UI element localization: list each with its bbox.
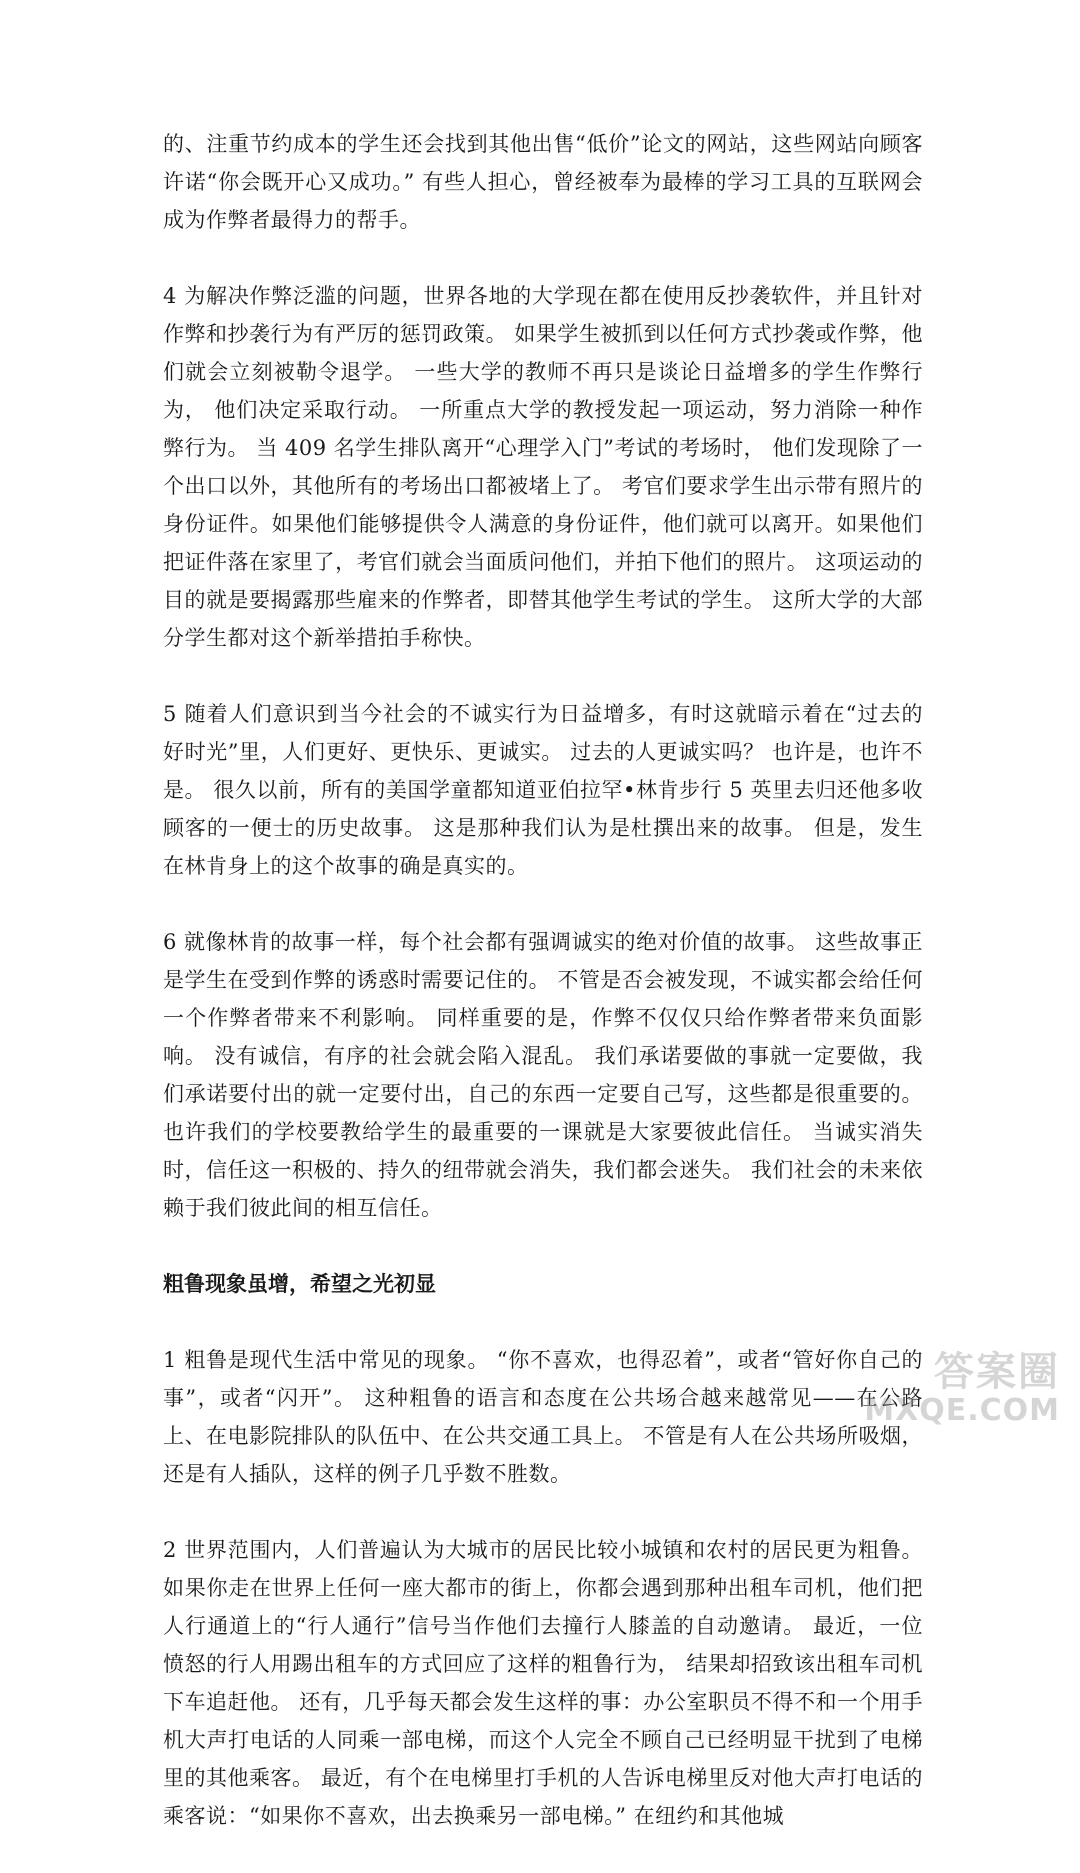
paragraph-continuation: 的、注重节约成本的学生还会找到其他出售“低价”论文的网站，这些网站向顾客许诺“你会既开心又成功。” 有些人担心，曾经被奉为最棒的学习工具的互联网会成为作弊者最得力的帮手。 — [163, 132, 923, 232]
watermark-logo: 答案圈 — [934, 1349, 1060, 1395]
document-page — [163, 125, 923, 1873]
watermark-url: MXQE.COM — [864, 1393, 1060, 1428]
section2-paragraph-2: 2 世界范围内，人们普遍认为大城市的居民比较小城镇和农村的居民更为粗鲁。如果你走在世界上任何一座大都市的街上，你都会遇到那种出租车司机，他们把人行通道上的“行人通行”信号当作他们去撞行人膝盖的自动邀请。 最近，一位愤怒的行人用踢出租车的方式回应了这样的粗鲁行为， 结果却招致该出租车司机下车追赶他。 还有，几乎每天都会发生这样的事：办公室职员不得不和一个用手机大声打电话的人同乘一部电梯，而这个人完全不顾自己已经明显干扰到了电梯里的其他乘客。 最近，有个在电梯里打手机的人告诉电梯里反对他大声打电话的乘客说：“如果你不喜欢，出去换乘另一部电梯。” 在纽约和其他城 — [163, 1538, 923, 1828]
paragraph-4: 4 为解决作弊泛滥的问题，世界各地的大学现在都在使用反抄袭软件，并且针对作弊和抄袭行为有严厉的惩罚政策。 如果学生被抓到以任何方式抄袭或作弊，他们就会立刻被勒令退学。 一些大学的教师不再只是谈论日益增多的学生作弊行为， 他们决定采取行动。 一所重点大学的教授发起一项运动，努力消除一种作弊行为。 当 409 名学生排队离开“心理学入门”考试的考场时， 他们发现除了一个出口以外，其他所有的考场出口都被堵上了。 考官们要求学生出示带有照片的身份证件。如果他们能够提供令人满意的身份证件，他们就可以离开。如果他们把证件落在家里了，考官们就会当面质问他们，并拍下他们的照片。 这项运动的目的就是要揭露那些雇来的作弊者，即替其他学生考试的学生。 这所大学的大部分学生都对这个新举措拍手称快。 — [163, 284, 923, 650]
paragraph-5: 5 随着人们意识到当今社会的不诚实行为日益增多，有时这就暗示着在“过去的好时光”里，人们更好、更快乐、更诚实。 过去的人更诚实吗？ 也许是，也许不是。 很久以前，所有的美国学童都知道亚伯拉罕•林肯步行 5 英里去归还他多收顾客的一便士的历史故事。 这是那种我们认为是杜撰出来的故事。 但是，发生在林肯身上的这个故事的确是真实的。 — [163, 702, 923, 878]
section2-paragraph-1: 1 粗鲁是现代生活中常见的现象。 “你不喜欢，也得忍着”，或者“管好你自己的事”，或者“闪开”。 这种粗鲁的语言和态度在公共场合越来越常见——在公路上、在电影院排队的队伍中、在公共交通工具上。 不管是有人在公共场所吸烟，还是有人插队，这样的例子几乎数不胜数。 — [163, 1348, 923, 1486]
section-heading: 粗鲁现象虽增，希望之光初显 — [163, 1272, 436, 1296]
watermark — [864, 1340, 1066, 1430]
paragraph-6: 6 就像林肯的故事一样，每个社会都有强调诚实的绝对价值的故事。 这些故事正是学生在受到作弊的诱惑时需要记住的。 不管是否会被发现，不诚实都会给任何一个作弊者带来不利影响。 同样重要的是，作弊不仅仅只给作弊者带来负面影响。 没有诚信，有序的社会就会陷入混乱。 我们承诺要做的事就一定要做，我们承诺要付出的就一定要付出，自己的东西一定要自己写，这些都是很重要的。也许我们的学校要教给学生的最重要的一课就是大家要彼此信任。 当诚实消失时，信任这一积极的、持久的纽带就会消失，我们都会迷失。 我们社会的未来依赖于我们彼此间的相互信任。 — [163, 930, 923, 1220]
